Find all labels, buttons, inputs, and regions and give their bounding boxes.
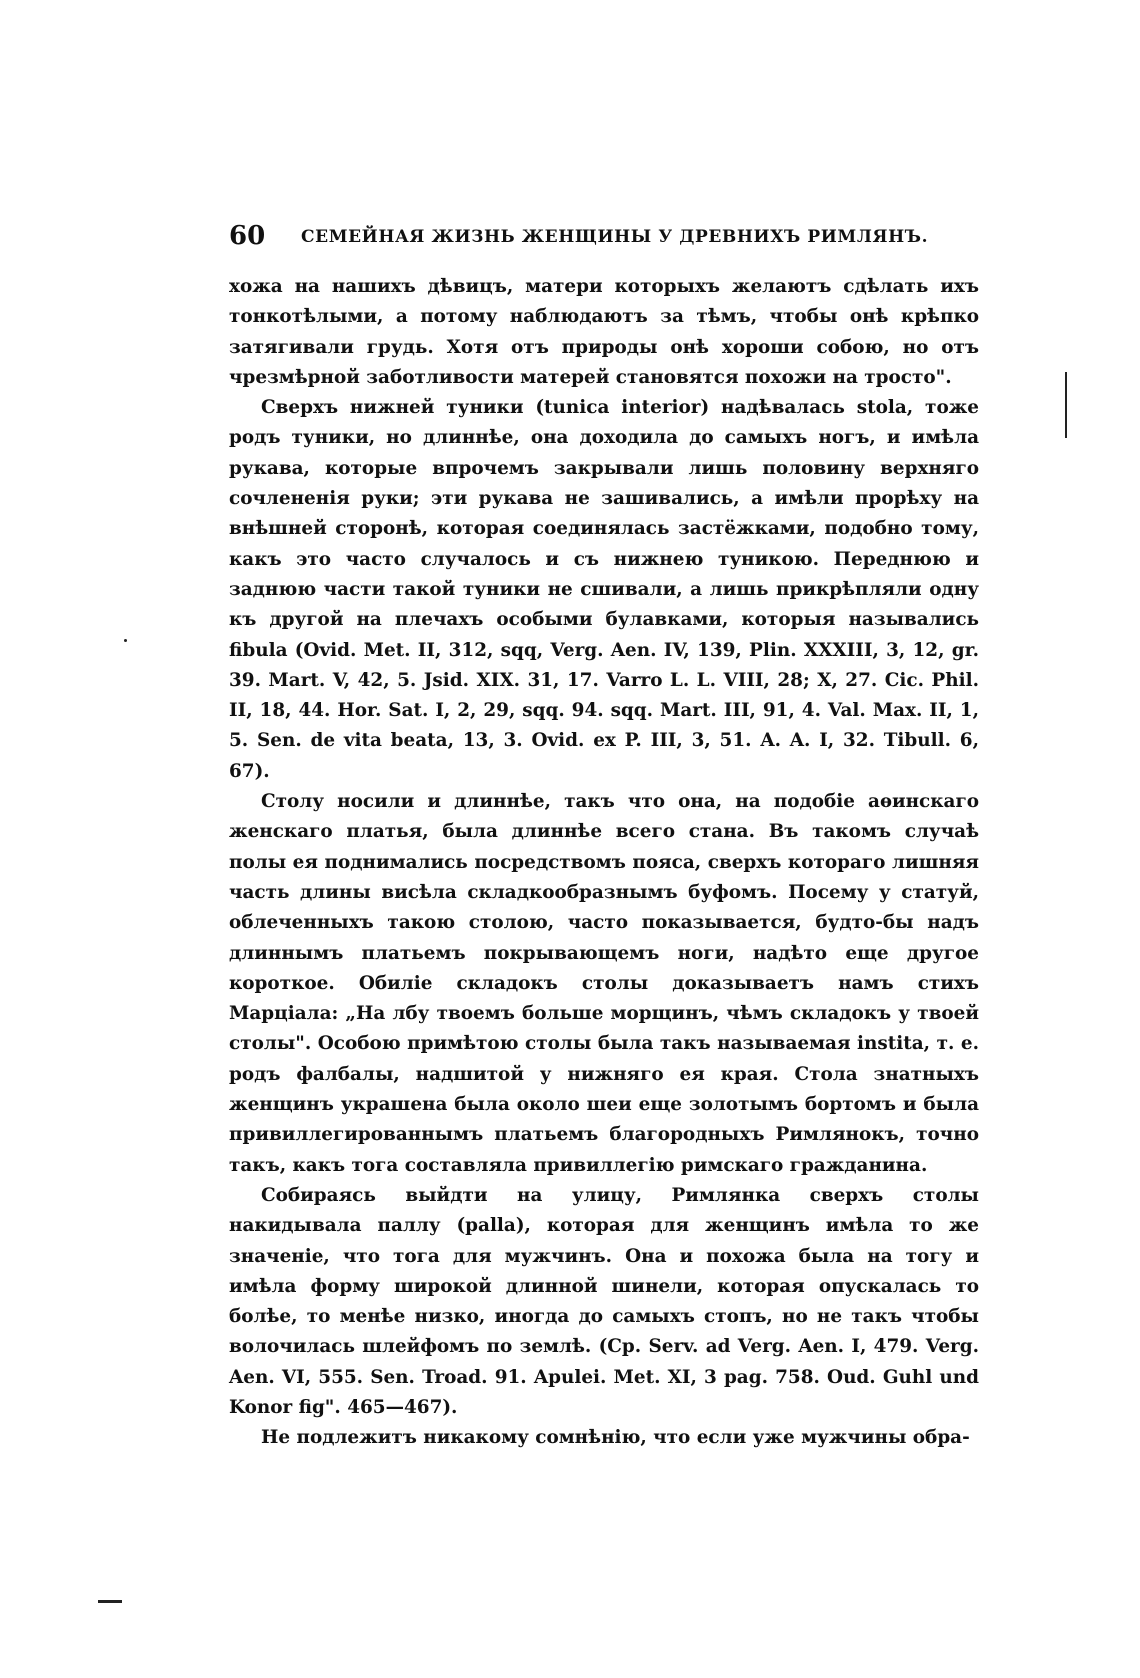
page-header xyxy=(229,218,979,254)
page-number: 60 xyxy=(229,221,266,251)
margin-dot-mark xyxy=(124,639,127,642)
paragraph-stola: Сверхъ нижней туники (tunica interior) надѣвалась stola, тоже родъ туники, но длиннѣе, она доходила до самыхъ ногъ, и имѣла рукава, которые впрочемъ закрывали лишь половину верхняго сочлененія руки; эти рукава не зашивались, а имѣли прорѣху на внѣшней сторонѣ, которая соединялась застёжками, подобно тому, какъ это часто случалось и съ нижнею туникою. Переднюю и заднюю части такой туники не сшивали, а лишь прикрѣпляли одну къ другой на плечахъ особыми булавками, которыя назывались fibula (Ovid. Met. II, 312, sqq, Verg. Aen. IV, 139, Plin. XXXIII, 3, 12, gr. 39. Mart. V, 42, 5. Jsid. XIX. 31, 17. Varro L. L. VIII, 28; X, 27. Cic. Phil. II, 18, 44. Hor. Sat. I, 2, 29, sqq. 94. sqq. Mart. III, 91, 4. Val. Max. II, 1, 5. Sen. de vita beata, 13, 3. Ovid. ex P. III, 3, 51. A. A. I, 32. Tibull. 6, 67). xyxy=(229,397,979,782)
paragraph-last-line: Не подлежитъ никакому сомнѣнію, что если уже мужчины обра- xyxy=(261,1427,970,1449)
margin-dash-mark xyxy=(98,1600,122,1603)
margin-line-mark xyxy=(1065,372,1067,438)
paragraph-stola-length: Столу носили и длиннѣе, такъ что она, на подобіе аѳинскаго женскаго платья, была длиннѣе всего стана. Въ такомъ случаѣ полы ея поднимались посредствомъ пояса, сверхъ котораго лишняя часть длины висѣла складкообразнымъ буфомъ. Посему у статуй, облеченныхъ такою столою, часто показывается, будто-бы надъ длиннымъ платьемъ покрывающемъ ноги, надѣто еще другое короткое. Обиліе складокъ столы доказываетъ намъ стихъ Марціала: „На лбу твоемъ больше морщинъ, чѣмъ складокъ у твоей столы". Особою примѣтою столы была такъ называемая institа, т. е. родъ фалбалы, надшитой у нижняго ея края. Стола знатныхъ женщинъ украшена была около шеи еще золотымъ бортомъ и была привиллегированнымъ платьемъ благородныхъ Римлянокъ, точно такъ, какъ тога составляла привиллегію римскаго гражданина. xyxy=(229,791,979,1176)
body-text xyxy=(229,272,979,1454)
paragraph-continuation: хожа на нашихъ дѣвицъ, матери которыхъ желаютъ сдѣлать ихъ тонкотѣлыми, а потому наблюдаютъ за тѣмъ, чтобы онѣ крѣпко затягивали грудь. Хотя отъ природы онѣ хороши собою, но отъ чрезмѣрной заботливости матерей становятся похожи на тросто". xyxy=(229,276,979,388)
paragraph-palla: Собираясь выйдти на улицу, Римлянка сверхъ столы накидывала паллу (palla), которая для женщинъ имѣла то же значеніе, что тога для мужчинъ. Она и похожа была на тогу и имѣла форму широкой длинной шинели, которая опускалась то болѣе, то менѣе низко, иногда до самыхъ стопъ, но не такъ чтобы волочилась шлейфомъ по землѣ. (Ср. Serv. ad Verg. Aen. I, 479. Verg. Aen. VI, 555. Sen. Troad. 91. Apulei. Met. XI, 3 pag. 758. Oud. Guhl und Konor fig". 465—467). xyxy=(229,1184,979,1418)
running-title: СЕМЕЙНАЯ ЖИЗНЬ ЖЕНЩИНЫ У ДРЕВНИХЪ РИМЛЯНЪ. xyxy=(301,227,929,247)
